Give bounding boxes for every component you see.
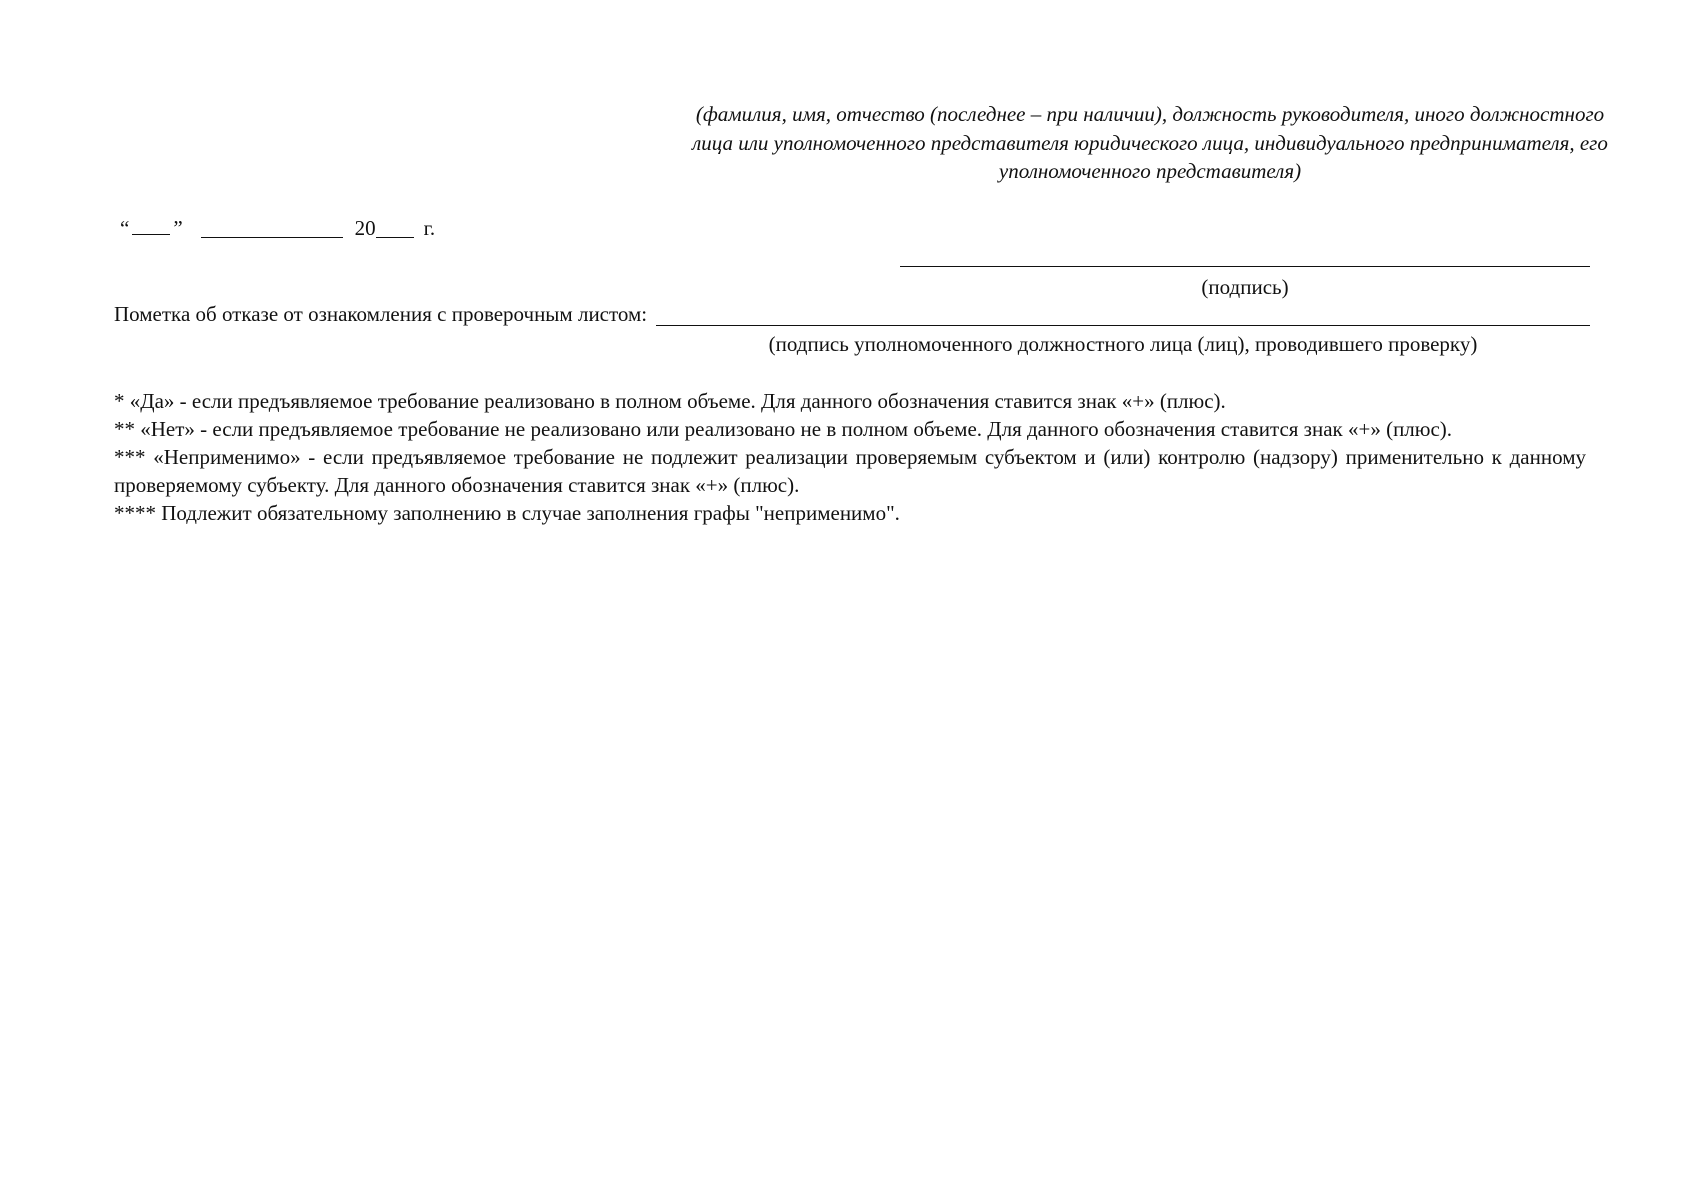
refusal-mark-label: Пометка об отказе от ознакомления с проверочным листом: <box>114 302 648 326</box>
footnote-not-applicable: *** «Неприменимо» - если предъявляемое требование не подлежит реализации проверяемым субъектом и (или) контролю (надзору) применительно к данному проверяемому субъекту. Для данного обозначения ставится знак «+» (плюс). <box>114 445 1586 497</box>
representative-name-caption: (фамилия, имя, отчество (последнее – при наличии), должность руководителя, иного должностного лица или уполномоченного представителя юридического лица, индивидуального предпринимателя, его уполномоченного представителя) <box>692 102 1608 183</box>
signature-caption: (подпись) <box>1201 275 1289 299</box>
day-blank[interactable] <box>132 212 170 235</box>
inspector-signature-caption: (подпись уполномоченного должностного лица (лиц), проводившего проверку) <box>768 332 1478 356</box>
signature-line[interactable] <box>900 266 1590 267</box>
footnotes <box>114 387 1586 527</box>
year-blank[interactable] <box>376 215 414 238</box>
month-blank[interactable] <box>201 215 343 238</box>
date-close-quote: ” <box>173 216 183 240</box>
footnote-mandatory: **** Подлежит обязательному заполнению в случае заполнения графы "неприменимо". <box>114 501 900 525</box>
year-suffix: г. <box>423 216 436 240</box>
date-field-row <box>120 212 435 242</box>
refusal-signature-line[interactable] <box>656 325 1590 326</box>
footnote-no: ** «Нет» - если предъявляемое требование не реализовано или реализовано не в полном объеме. Для данного обозначения ставится знак «+» (плюс). <box>114 417 1453 441</box>
year-prefix: 20 <box>354 216 376 240</box>
date-open-quote: “ <box>120 216 130 240</box>
footnote-yes: * «Да» - если предъявляемое требование реализовано в полном объеме. Для данного обозначения ставится знак «+» (плюс). <box>114 389 1226 413</box>
